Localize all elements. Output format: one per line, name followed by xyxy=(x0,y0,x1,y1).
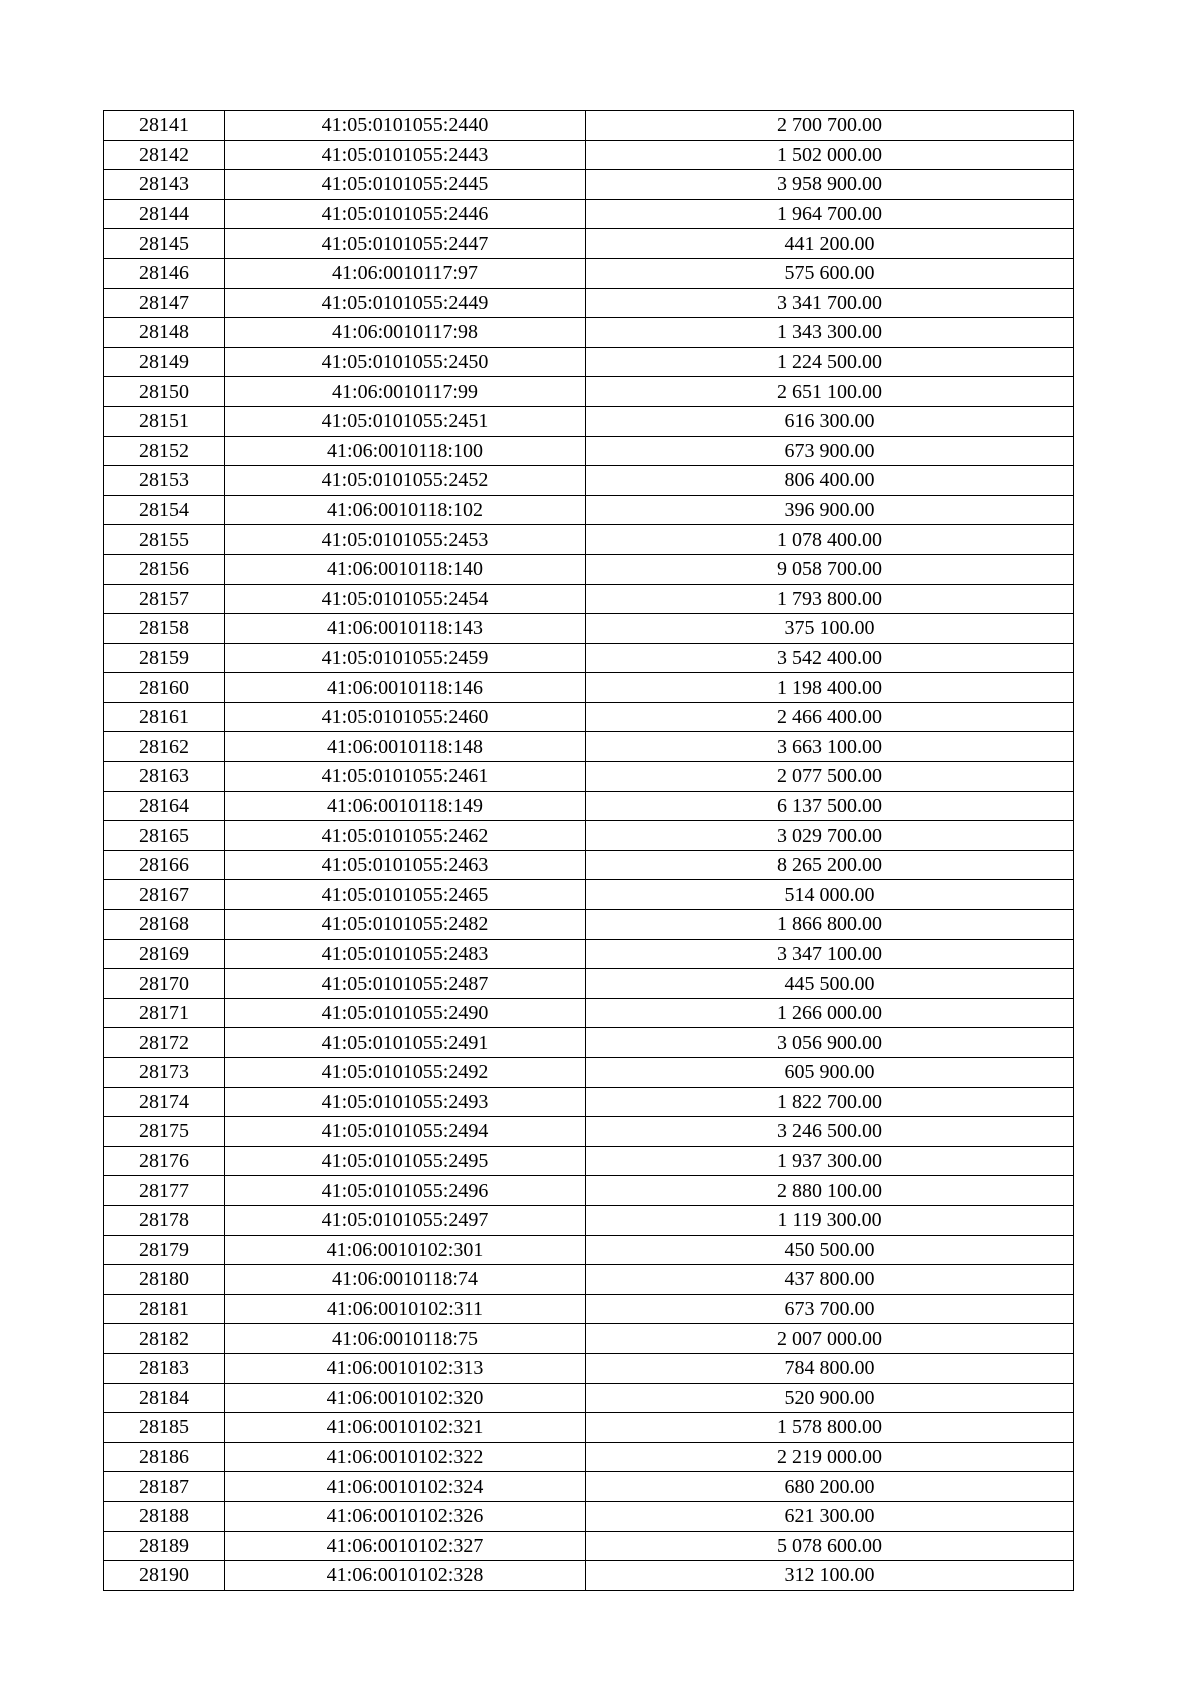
cadastral-value-cell: 3 347 100.00 xyxy=(586,939,1074,969)
cadastral-number-cell: 41:06:0010102:301 xyxy=(225,1235,586,1265)
table-row xyxy=(104,199,1074,229)
row-number-cell: 28146 xyxy=(104,258,225,288)
row-number-cell: 28172 xyxy=(104,1028,225,1058)
table-row xyxy=(104,939,1074,969)
cadastral-number-cell: 41:05:0101055:2487 xyxy=(225,969,586,999)
cadastral-number-cell: 41:06:0010102:311 xyxy=(225,1294,586,1324)
row-number-cell: 28150 xyxy=(104,377,225,407)
cadastral-number-cell: 41:06:0010118:102 xyxy=(225,495,586,525)
table-row xyxy=(104,288,1074,318)
row-number-cell: 28170 xyxy=(104,969,225,999)
cadastral-value-cell: 312 100.00 xyxy=(586,1561,1074,1591)
cadastral-value-cell: 375 100.00 xyxy=(586,614,1074,644)
cadastral-value-cell: 2 880 100.00 xyxy=(586,1176,1074,1206)
table-row xyxy=(104,1501,1074,1531)
cadastral-value-cell: 1 343 300.00 xyxy=(586,318,1074,348)
cadastral-number-cell: 41:05:0101055:2465 xyxy=(225,880,586,910)
row-number-cell: 28189 xyxy=(104,1531,225,1561)
table-row xyxy=(104,1442,1074,1472)
row-number-cell: 28155 xyxy=(104,525,225,555)
row-number-cell: 28147 xyxy=(104,288,225,318)
table-row xyxy=(104,1353,1074,1383)
cadastral-number-cell: 41:06:0010102:324 xyxy=(225,1472,586,1502)
row-number-cell: 28177 xyxy=(104,1176,225,1206)
cadastral-number-cell: 41:06:0010118:148 xyxy=(225,732,586,762)
cadastral-value-cell: 520 900.00 xyxy=(586,1383,1074,1413)
cadastral-number-cell: 41:05:0101055:2492 xyxy=(225,1058,586,1088)
table-row xyxy=(104,377,1074,407)
table-row xyxy=(104,1087,1074,1117)
table-row xyxy=(104,791,1074,821)
cadastral-value-cell: 514 000.00 xyxy=(586,880,1074,910)
row-number-cell: 28162 xyxy=(104,732,225,762)
cadastral-value-cell: 2 651 100.00 xyxy=(586,377,1074,407)
row-number-cell: 28143 xyxy=(104,170,225,200)
row-number-cell: 28171 xyxy=(104,998,225,1028)
row-number-cell: 28151 xyxy=(104,406,225,436)
row-number-cell: 28186 xyxy=(104,1442,225,1472)
row-number-cell: 28161 xyxy=(104,702,225,732)
cadastral-value-cell: 616 300.00 xyxy=(586,406,1074,436)
row-number-cell: 28185 xyxy=(104,1413,225,1443)
cadastral-number-cell: 41:06:0010117:99 xyxy=(225,377,586,407)
cadastral-value-cell: 3 246 500.00 xyxy=(586,1117,1074,1147)
row-number-cell: 28173 xyxy=(104,1058,225,1088)
row-number-cell: 28164 xyxy=(104,791,225,821)
row-number-cell: 28165 xyxy=(104,821,225,851)
table-row xyxy=(104,1294,1074,1324)
table-row xyxy=(104,643,1074,673)
table-row xyxy=(104,614,1074,644)
cadastral-value-cell: 1 266 000.00 xyxy=(586,998,1074,1028)
row-number-cell: 28187 xyxy=(104,1472,225,1502)
cadastral-value-cell: 5 078 600.00 xyxy=(586,1531,1074,1561)
table-row xyxy=(104,998,1074,1028)
cadastral-value-cell: 450 500.00 xyxy=(586,1235,1074,1265)
cadastral-value-cell: 6 137 500.00 xyxy=(586,791,1074,821)
table-row xyxy=(104,1028,1074,1058)
cadastral-number-cell: 41:06:0010117:98 xyxy=(225,318,586,348)
row-number-cell: 28142 xyxy=(104,140,225,170)
cadastral-value-cell: 784 800.00 xyxy=(586,1353,1074,1383)
table-row xyxy=(104,347,1074,377)
row-number-cell: 28180 xyxy=(104,1265,225,1295)
cadastral-value-cell: 3 029 700.00 xyxy=(586,821,1074,851)
table-row xyxy=(104,1117,1074,1147)
cadastral-number-cell: 41:05:0101055:2449 xyxy=(225,288,586,318)
cadastral-value-cell: 1 822 700.00 xyxy=(586,1087,1074,1117)
table-row xyxy=(104,1472,1074,1502)
cadastral-value-cell: 9 058 700.00 xyxy=(586,554,1074,584)
cadastral-value-cell: 3 341 700.00 xyxy=(586,288,1074,318)
cadastral-number-cell: 41:05:0101055:2460 xyxy=(225,702,586,732)
row-number-cell: 28145 xyxy=(104,229,225,259)
row-number-cell: 28166 xyxy=(104,850,225,880)
table-row xyxy=(104,673,1074,703)
row-number-cell: 28163 xyxy=(104,762,225,792)
cadastral-number-cell: 41:06:0010118:74 xyxy=(225,1265,586,1295)
cadastral-number-cell: 41:06:0010118:75 xyxy=(225,1324,586,1354)
cadastral-number-cell: 41:05:0101055:2482 xyxy=(225,910,586,940)
table-body xyxy=(104,111,1074,1591)
cadastral-value-cell: 1 937 300.00 xyxy=(586,1146,1074,1176)
cadastral-value-cell: 1 119 300.00 xyxy=(586,1205,1074,1235)
cadastral-number-cell: 41:06:0010118:146 xyxy=(225,673,586,703)
row-number-cell: 28156 xyxy=(104,554,225,584)
cadastral-number-cell: 41:05:0101055:2496 xyxy=(225,1176,586,1206)
cadastral-number-cell: 41:05:0101055:2451 xyxy=(225,406,586,436)
cadastral-number-cell: 41:05:0101055:2440 xyxy=(225,111,586,141)
cadastral-number-cell: 41:06:0010118:100 xyxy=(225,436,586,466)
row-number-cell: 28182 xyxy=(104,1324,225,1354)
cadastral-number-cell: 41:05:0101055:2483 xyxy=(225,939,586,969)
row-number-cell: 28167 xyxy=(104,880,225,910)
cadastral-number-cell: 41:06:0010102:313 xyxy=(225,1353,586,1383)
table-row xyxy=(104,762,1074,792)
row-number-cell: 28160 xyxy=(104,673,225,703)
row-number-cell: 28144 xyxy=(104,199,225,229)
row-number-cell: 28175 xyxy=(104,1117,225,1147)
row-number-cell: 28176 xyxy=(104,1146,225,1176)
table-row xyxy=(104,1205,1074,1235)
row-number-cell: 28159 xyxy=(104,643,225,673)
cadastral-value-cell: 1 078 400.00 xyxy=(586,525,1074,555)
table-row xyxy=(104,584,1074,614)
table-row xyxy=(104,1058,1074,1088)
row-number-cell: 28183 xyxy=(104,1353,225,1383)
row-number-cell: 28154 xyxy=(104,495,225,525)
table-row xyxy=(104,140,1074,170)
cadastral-value-cell: 2 219 000.00 xyxy=(586,1442,1074,1472)
cadastral-number-cell: 41:05:0101055:2454 xyxy=(225,584,586,614)
cadastral-value-cell: 1 866 800.00 xyxy=(586,910,1074,940)
cadastral-number-cell: 41:05:0101055:2443 xyxy=(225,140,586,170)
cadastral-value-cell: 673 700.00 xyxy=(586,1294,1074,1324)
cadastral-number-cell: 41:05:0101055:2453 xyxy=(225,525,586,555)
cadastral-value-cell: 673 900.00 xyxy=(586,436,1074,466)
cadastral-value-cell: 441 200.00 xyxy=(586,229,1074,259)
cadastral-value-cell: 2 007 000.00 xyxy=(586,1324,1074,1354)
table-row xyxy=(104,1265,1074,1295)
row-number-cell: 28168 xyxy=(104,910,225,940)
cadastral-number-cell: 41:05:0101055:2452 xyxy=(225,466,586,496)
cadastral-number-cell: 41:06:0010118:140 xyxy=(225,554,586,584)
cadastral-number-cell: 41:05:0101055:2462 xyxy=(225,821,586,851)
table-row xyxy=(104,495,1074,525)
row-number-cell: 28174 xyxy=(104,1087,225,1117)
cadastral-number-cell: 41:06:0010102:322 xyxy=(225,1442,586,1472)
cadastral-number-cell: 41:05:0101055:2447 xyxy=(225,229,586,259)
row-number-cell: 28179 xyxy=(104,1235,225,1265)
cadastral-value-cell: 2 077 500.00 xyxy=(586,762,1074,792)
cadastral-value-table xyxy=(103,110,1074,1591)
cadastral-number-cell: 41:06:0010102:328 xyxy=(225,1561,586,1591)
cadastral-value-cell: 437 800.00 xyxy=(586,1265,1074,1295)
cadastral-value-cell: 680 200.00 xyxy=(586,1472,1074,1502)
table-row xyxy=(104,111,1074,141)
table-row xyxy=(104,850,1074,880)
cadastral-number-cell: 41:05:0101055:2495 xyxy=(225,1146,586,1176)
cadastral-number-cell: 41:05:0101055:2490 xyxy=(225,998,586,1028)
table-row xyxy=(104,229,1074,259)
table-row xyxy=(104,436,1074,466)
cadastral-number-cell: 41:05:0101055:2493 xyxy=(225,1087,586,1117)
table-row xyxy=(104,1146,1074,1176)
table-row xyxy=(104,821,1074,851)
cadastral-number-cell: 41:05:0101055:2445 xyxy=(225,170,586,200)
row-number-cell: 28178 xyxy=(104,1205,225,1235)
cadastral-number-cell: 41:05:0101055:2446 xyxy=(225,199,586,229)
cadastral-number-cell: 41:06:0010117:97 xyxy=(225,258,586,288)
table-row xyxy=(104,732,1074,762)
cadastral-number-cell: 41:06:0010102:327 xyxy=(225,1531,586,1561)
cadastral-number-cell: 41:06:0010102:321 xyxy=(225,1413,586,1443)
cadastral-value-cell: 1 964 700.00 xyxy=(586,199,1074,229)
cadastral-number-cell: 41:05:0101055:2459 xyxy=(225,643,586,673)
row-number-cell: 28184 xyxy=(104,1383,225,1413)
cadastral-number-cell: 41:05:0101055:2497 xyxy=(225,1205,586,1235)
row-number-cell: 28141 xyxy=(104,111,225,141)
row-number-cell: 28148 xyxy=(104,318,225,348)
table-row xyxy=(104,258,1074,288)
table-row xyxy=(104,466,1074,496)
table-row xyxy=(104,318,1074,348)
cadastral-value-cell: 1 224 500.00 xyxy=(586,347,1074,377)
row-number-cell: 28169 xyxy=(104,939,225,969)
cadastral-value-cell: 621 300.00 xyxy=(586,1501,1074,1531)
cadastral-value-cell: 445 500.00 xyxy=(586,969,1074,999)
cadastral-number-cell: 41:06:0010102:320 xyxy=(225,1383,586,1413)
cadastral-value-cell: 3 056 900.00 xyxy=(586,1028,1074,1058)
cadastral-value-cell: 605 900.00 xyxy=(586,1058,1074,1088)
table-row xyxy=(104,1176,1074,1206)
cadastral-number-cell: 41:05:0101055:2463 xyxy=(225,850,586,880)
cadastral-value-cell: 1 578 800.00 xyxy=(586,1413,1074,1443)
cadastral-value-cell: 3 958 900.00 xyxy=(586,170,1074,200)
cadastral-value-cell: 1 502 000.00 xyxy=(586,140,1074,170)
row-number-cell: 28190 xyxy=(104,1561,225,1591)
table-row xyxy=(104,969,1074,999)
table-row xyxy=(104,554,1074,584)
cadastral-value-cell: 806 400.00 xyxy=(586,466,1074,496)
cadastral-number-cell: 41:05:0101055:2494 xyxy=(225,1117,586,1147)
cadastral-value-cell: 8 265 200.00 xyxy=(586,850,1074,880)
cadastral-value-cell: 396 900.00 xyxy=(586,495,1074,525)
table-row xyxy=(104,702,1074,732)
table-row xyxy=(104,1413,1074,1443)
cadastral-value-cell: 3 542 400.00 xyxy=(586,643,1074,673)
cadastral-number-cell: 41:05:0101055:2491 xyxy=(225,1028,586,1058)
cadastral-value-cell: 2 466 400.00 xyxy=(586,702,1074,732)
cadastral-value-cell: 3 663 100.00 xyxy=(586,732,1074,762)
cadastral-number-cell: 41:05:0101055:2461 xyxy=(225,762,586,792)
cadastral-value-cell: 2 700 700.00 xyxy=(586,111,1074,141)
cadastral-number-cell: 41:05:0101055:2450 xyxy=(225,347,586,377)
row-number-cell: 28158 xyxy=(104,614,225,644)
row-number-cell: 28181 xyxy=(104,1294,225,1324)
cadastral-value-cell: 575 600.00 xyxy=(586,258,1074,288)
table-row xyxy=(104,1531,1074,1561)
table-row xyxy=(104,1324,1074,1354)
table-row xyxy=(104,1235,1074,1265)
cadastral-number-cell: 41:06:0010102:326 xyxy=(225,1501,586,1531)
row-number-cell: 28152 xyxy=(104,436,225,466)
table-row xyxy=(104,880,1074,910)
cadastral-value-cell: 1 793 800.00 xyxy=(586,584,1074,614)
cadastral-number-cell: 41:06:0010118:149 xyxy=(225,791,586,821)
table-row xyxy=(104,1561,1074,1591)
table-row xyxy=(104,170,1074,200)
row-number-cell: 28149 xyxy=(104,347,225,377)
table-row xyxy=(104,406,1074,436)
row-number-cell: 28153 xyxy=(104,466,225,496)
table-row xyxy=(104,910,1074,940)
row-number-cell: 28157 xyxy=(104,584,225,614)
cadastral-number-cell: 41:06:0010118:143 xyxy=(225,614,586,644)
table-row xyxy=(104,1383,1074,1413)
cadastral-value-cell: 1 198 400.00 xyxy=(586,673,1074,703)
row-number-cell: 28188 xyxy=(104,1501,225,1531)
table-row xyxy=(104,525,1074,555)
